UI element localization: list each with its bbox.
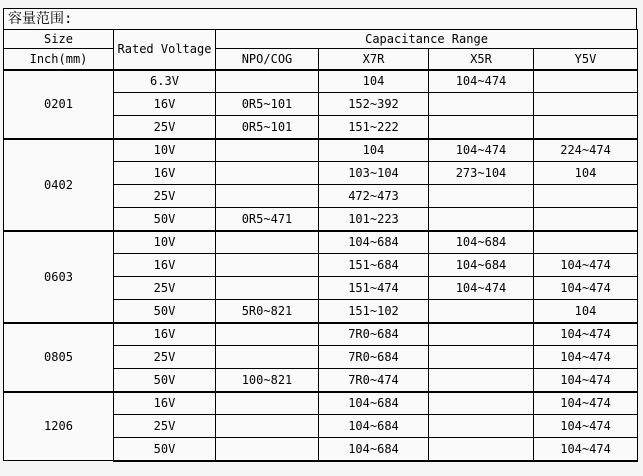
capacitance-cell-x5r: [429, 392, 534, 415]
rated-voltage-cell: 16V: [114, 392, 216, 415]
column-header-size: Size: [4, 30, 114, 49]
capacitance-cell-x5r: [429, 300, 534, 323]
capacitance-cell-x7r: 151~474: [319, 277, 429, 300]
table-row: [4, 392, 638, 415]
capacitance-cell-x7r: 104~684: [319, 231, 429, 254]
capacitance-cell-x7r: 101~223: [319, 208, 429, 231]
rated-voltage-cell: 10V: [114, 231, 216, 254]
capacitance-cell-npo-cog: [216, 70, 319, 93]
capacitance-cell-x7r: 104~684: [319, 392, 429, 415]
capacitance-cell-y5v: 104~474: [534, 392, 638, 415]
rated-voltage-cell: 25V: [114, 415, 216, 438]
capacitance-cell-x7r: 472~473: [319, 185, 429, 208]
capacitance-cell-y5v: 104~474: [534, 254, 638, 277]
capacitance-cell-x7r: 7R0~684: [319, 346, 429, 369]
capacitance-cell-y5v: 104~474: [534, 323, 638, 346]
table-row: [4, 323, 638, 346]
table-header: [4, 30, 638, 70]
capacitance-cell-y5v: [534, 116, 638, 139]
column-header-x7r: X7R: [319, 49, 429, 70]
column-header-y5v: Y5V: [534, 49, 638, 70]
capacitance-cell-npo-cog: [216, 254, 319, 277]
capacitance-cell-npo-cog: 5R0~821: [216, 300, 319, 323]
capacitance-cell-npo-cog: [216, 415, 319, 438]
capacitance-cell-x5r: 273~104: [429, 162, 534, 185]
capacitance-cell-x7r: 151~684: [319, 254, 429, 277]
size-cell: 0805: [4, 323, 114, 392]
capacitance-cell-x7r: 104: [319, 139, 429, 162]
rated-voltage-cell: 50V: [114, 438, 216, 461]
header-row-2: [4, 49, 638, 70]
capacitance-cell-x7r: 152~392: [319, 93, 429, 116]
rated-voltage-cell: 50V: [114, 369, 216, 392]
capacitance-table: [3, 29, 638, 462]
capacitance-cell-x5r: 104~474: [429, 277, 534, 300]
rated-voltage-cell: 16V: [114, 162, 216, 185]
capacitance-cell-npo-cog: [216, 185, 319, 208]
capacitance-cell-y5v: 104~474: [534, 346, 638, 369]
rated-voltage-cell: 10V: [114, 139, 216, 162]
capacitance-cell-x7r: 104~684: [319, 415, 429, 438]
rated-voltage-cell: 16V: [114, 323, 216, 346]
capacitance-cell-y5v: 104~474: [534, 438, 638, 461]
capacitance-cell-x5r: 104~684: [429, 231, 534, 254]
rated-voltage-cell: 25V: [114, 346, 216, 369]
capacitance-cell-y5v: [534, 93, 638, 116]
column-header-inch-mm: Inch(mm): [4, 49, 114, 70]
rated-voltage-cell: 16V: [114, 254, 216, 277]
capacitance-cell-y5v: 104~474: [534, 277, 638, 300]
capacitance-cell-npo-cog: [216, 277, 319, 300]
rated-voltage-cell: 25V: [114, 277, 216, 300]
capacitance-cell-y5v: 224~474: [534, 139, 638, 162]
capacitance-cell-npo-cog: [216, 392, 319, 415]
size-cell: 0603: [4, 231, 114, 323]
capacitance-cell-npo-cog: 0R5~101: [216, 116, 319, 139]
capacitance-cell-npo-cog: [216, 231, 319, 254]
capacitance-cell-x5r: [429, 346, 534, 369]
table-body: [4, 70, 638, 461]
capacitance-cell-x5r: [429, 185, 534, 208]
capacitance-cell-y5v: [534, 70, 638, 93]
capacitance-cell-x7r: 7R0~684: [319, 323, 429, 346]
table-row: [4, 139, 638, 162]
column-header-capacitance-range: Capacitance Range: [216, 30, 638, 49]
rated-voltage-cell: 50V: [114, 208, 216, 231]
capacitance-cell-x7r: 7R0~474: [319, 369, 429, 392]
capacitance-cell-y5v: [534, 231, 638, 254]
capacitance-cell-x5r: 104~474: [429, 70, 534, 93]
capacitance-cell-y5v: 104~474: [534, 369, 638, 392]
capacitance-cell-x7r: 103~104: [319, 162, 429, 185]
table-row: [4, 231, 638, 254]
size-cell: 0402: [4, 139, 114, 231]
capacitance-cell-y5v: [534, 185, 638, 208]
size-cell: 1206: [4, 392, 114, 461]
capacitance-cell-npo-cog: [216, 139, 319, 162]
capacitance-cell-npo-cog: [216, 323, 319, 346]
capacitance-cell-y5v: 104: [534, 300, 638, 323]
capacitance-cell-x7r: 104~684: [319, 438, 429, 461]
column-header-npo-cog: NPO/COG: [216, 49, 319, 70]
capacitance-cell-npo-cog: [216, 346, 319, 369]
capacitance-cell-x5r: [429, 208, 534, 231]
capacitance-cell-x7r: 151~102: [319, 300, 429, 323]
capacitance-cell-x5r: [429, 369, 534, 392]
rated-voltage-cell: 16V: [114, 93, 216, 116]
page-title: [3, 8, 637, 30]
page-title-text: 容量范围:: [8, 11, 73, 27]
column-header-x5r: X5R: [429, 49, 534, 70]
capacitance-cell-x5r: [429, 415, 534, 438]
capacitance-cell-x5r: [429, 116, 534, 139]
column-header-rated-voltage: Rated Voltage: [114, 30, 216, 70]
size-cell: 0201: [4, 70, 114, 139]
table-row: [4, 70, 638, 93]
capacitance-cell-npo-cog: [216, 438, 319, 461]
rated-voltage-cell: 6.3V: [114, 70, 216, 93]
capacitance-cell-npo-cog: 100~821: [216, 369, 319, 392]
capacitance-cell-x5r: [429, 323, 534, 346]
capacitance-cell-npo-cog: 0R5~471: [216, 208, 319, 231]
capacitance-cell-x5r: 104~684: [429, 254, 534, 277]
capacitance-cell-x5r: 104~474: [429, 139, 534, 162]
capacitance-cell-x7r: 104: [319, 70, 429, 93]
capacitance-cell-x5r: [429, 93, 534, 116]
capacitance-cell-npo-cog: [216, 162, 319, 185]
capacitance-cell-y5v: [534, 208, 638, 231]
rated-voltage-cell: 50V: [114, 300, 216, 323]
page: [3, 8, 637, 462]
rated-voltage-cell: 25V: [114, 185, 216, 208]
capacitance-cell-y5v: 104: [534, 162, 638, 185]
capacitance-cell-npo-cog: 0R5~101: [216, 93, 319, 116]
capacitance-cell-y5v: 104~474: [534, 415, 638, 438]
capacitance-cell-x7r: 151~222: [319, 116, 429, 139]
capacitance-cell-x5r: [429, 438, 534, 461]
header-row-1: [4, 30, 638, 49]
rated-voltage-cell: 25V: [114, 116, 216, 139]
